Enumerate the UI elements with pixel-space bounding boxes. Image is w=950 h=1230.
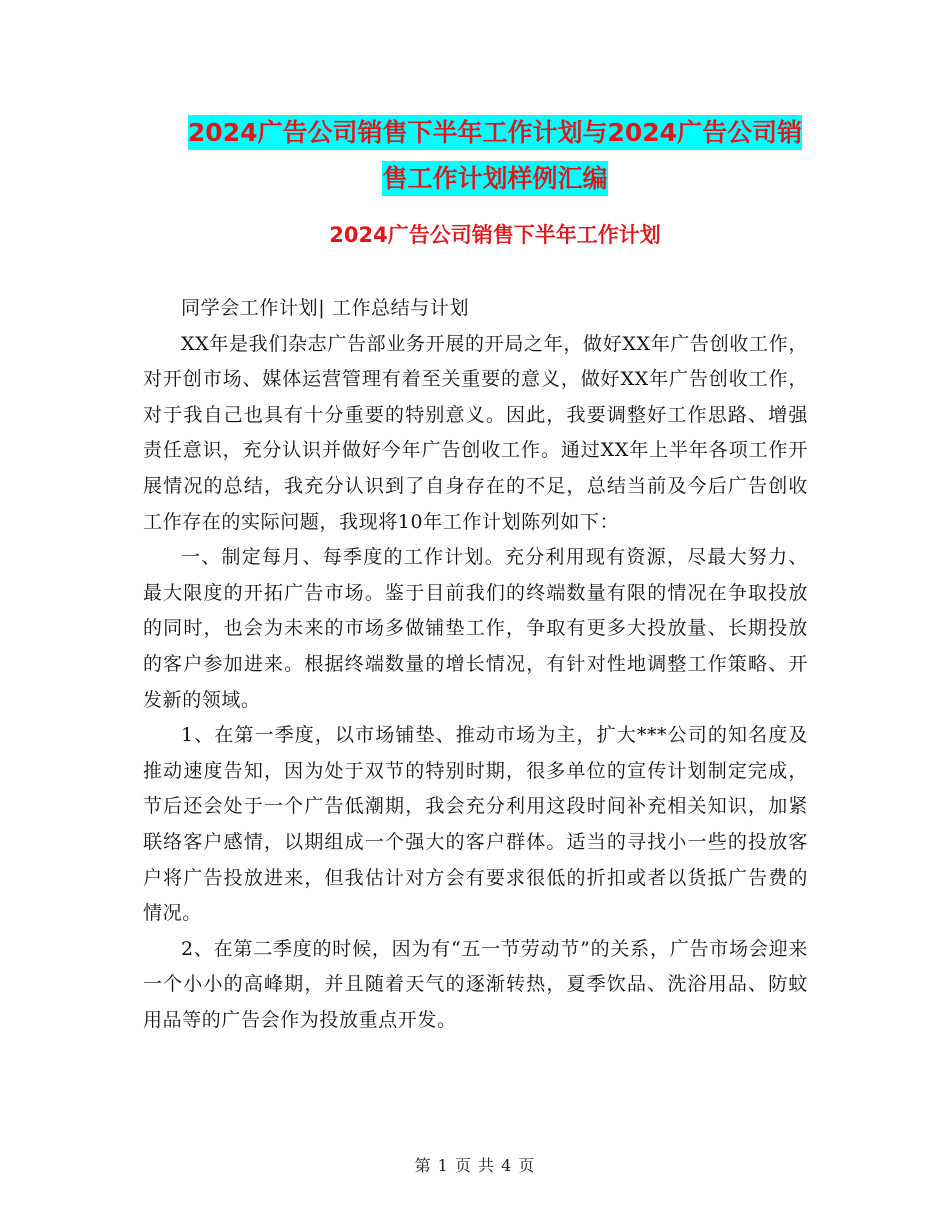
paragraph: 一、制定每月、每季度的工作计划。充分利用现有资源，尽最大努力、最大限度的开拓广告市场。鉴于目前我们的终端数量有限的情况在争取投放的同时，也会为未来的市场多做铺垫工作，争取有更多大投放量、长期投放的客户参加进来。根据终端数量的增长情况，有针对性地调整工作策略、开发新的领域。 (143, 546, 808, 711)
paragraph: XX年是我们杂志广告部业务开展的开局之年，做好XX年广告创收工作，对开创市场、媒体运营管理有着至关重要的意义，做好XX年广告创收工作，对于我自己也具有十分重要的特别意义。因此，我要调整好工作思路、增强责任意识，充分认识并做好今年广告创收工作。通过XX年上半年各项工作开展情况的总结，我充分认识到了自身存在的不足，总结当前及今后广告创收工作存在的实际问题，我现将10年工作计划陈列如下： (143, 332, 808, 533)
paragraph: 2、在第二季度的时候，因为有“五一节劳动节”的关系，广告市场会迎来一个小小的高峰期，并且随着天气的逐渐转热，夏季饮品、洗浴用品、防蚊用品等的广告会作为投放重点开发。 (143, 937, 808, 1031)
document-title (140, 110, 850, 202)
document-title-line2: 售工作计划样例汇编 (382, 161, 607, 196)
section-heading: 2024广告公司销售下半年工作计划 (329, 223, 661, 247)
document-body (143, 291, 808, 1038)
page-footer: 第 1 页 共 4 页 (414, 1156, 536, 1175)
paragraph: 1、在第一季度，以市场铺垫、推动市场为主，扩大***公司的知名度及推动速度告知，因为处于双节的特别时期，很多单位的宣传计划制定完成，节后还会处于一个广告低潮期，我会充分利用这段时间补充相关知识，加紧联络客户感情，以期组成一个强大的客户群体。适当的寻找小一些的投放客户将广告投放进来，但我估计对方会有要求很低的折扣或者以货抵广告费的情况。 (143, 724, 808, 925)
document-title-line1: 2024广告公司销售下半年工作计划与2024广告公司销 (188, 115, 802, 150)
paragraph: 同学会工作计划| 工作总结与计划 (181, 297, 470, 319)
